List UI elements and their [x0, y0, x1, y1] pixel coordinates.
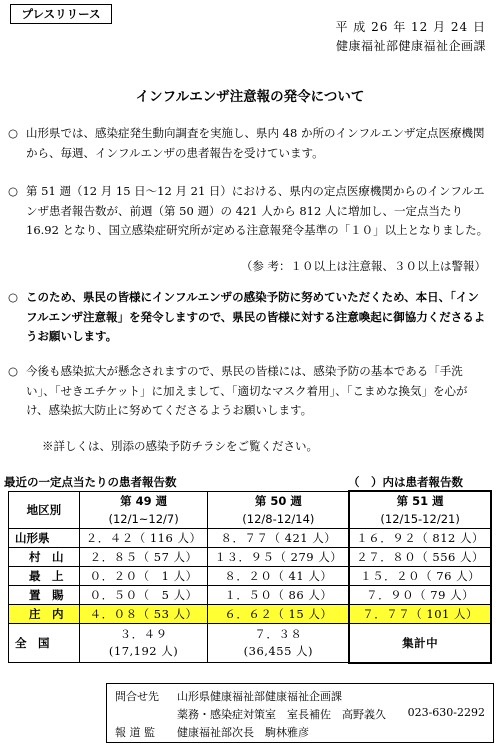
week-50-range: (12/8-12/14) [208, 510, 349, 529]
national-w49-value: ３．４９ [119, 627, 168, 641]
table-row-national [9, 624, 492, 663]
week-49-header: 第 49 週 [79, 491, 208, 510]
inquiry-person: 薬務・感染症対策室 室長補佐 高野義久 [177, 708, 386, 721]
supervisor-label: 報 道 監 [115, 726, 155, 739]
row-label: 最 上 [9, 567, 80, 586]
cell-w50: １．５０（ 86 人） [208, 586, 349, 605]
paragraph-3-text: このため、県民の皆様にインフルエンザの感染予防に努めていただくため、本日、「インフルエンザ注意報」を発令しますので、県民の皆様に対する注意喚起に御協力くださるようお願いします。 [26, 290, 486, 343]
table-row [9, 567, 492, 586]
paragraph-5: ※詳しくは、別添の感染予防チラシをご覧ください。 [42, 439, 318, 453]
report-table [8, 490, 492, 664]
national-w50-value: ７．３８ [254, 627, 303, 641]
cell-w49: ２．８５（ 57 人） [79, 548, 208, 567]
row-label: 村 山 [9, 548, 80, 567]
cell-w49: ２．４２（ 116 人） [79, 529, 208, 548]
cell-w50: ８．２０（ 41 人） [208, 567, 349, 586]
bullet-mark: ○ [8, 290, 19, 304]
cell-w51: ７．９０（ 79 人） [349, 586, 491, 605]
cell-w51: １６．９２（ 812 人） [349, 529, 491, 548]
paragraph-3 [8, 288, 490, 347]
supervisor-name: 健康福祉部次長 駒林雅彦 [177, 726, 309, 739]
paragraph-1-text: 山形県では、感染症発生動向調査を実施し、県内 48 か所のインフルエンザ定点医療機関から、毎週、インフルエンザの患者報告を受けています。 [26, 126, 485, 160]
paragraph-2-text: 第 51 週（12 月 15 日～12 月 21 日）における、県内の定点医療機関からのインフルエンザ患者報告数が、前週（第 50 週）の 421 人から 812 人に増加し、一定点当たり 16.92 となり、国立感染症研究所が定める注意報発令基準の「１０」以上となりました。 [26, 184, 489, 237]
week-50-header: 第 50 週 [208, 491, 349, 510]
press-release-label: プレスリリース [10, 4, 112, 24]
row-label: 全 国 [9, 624, 80, 663]
week-49-range: (12/1~12/7) [79, 510, 208, 529]
week-51-header: 第 51 週 [349, 491, 491, 510]
release-date: 平 成 26 年 12 月 24 日 [335, 20, 486, 34]
department-name: 健康福祉部健康福祉企画課 [335, 39, 486, 53]
table-row [9, 548, 492, 567]
table-row [9, 586, 492, 605]
cell-w50 [208, 624, 349, 663]
inquiry-org: 山形県健康福祉部健康福祉企画課 [177, 690, 342, 703]
cell-w51: ２７．８０（ 556 人） [349, 548, 491, 567]
table-row [9, 529, 492, 548]
cell-w49: ０．５０（ 5 人） [79, 586, 208, 605]
paragraph-4 [8, 362, 490, 421]
cell-w49: ４．０８（ 53 人） [79, 605, 208, 624]
cell-w49: ０．２０（ 1 人） [79, 567, 208, 586]
region-header: 地区別 [9, 491, 80, 529]
bullet-mark: ○ [8, 126, 19, 140]
table-note: （ ）内は患者報告数 [348, 475, 463, 489]
cell-w49 [79, 624, 208, 663]
cell-w50: ８．７７（ 421 人） [208, 529, 349, 548]
cell-w51: １５．２０（ 76 人） [349, 567, 491, 586]
contact-box [106, 683, 494, 743]
row-label: 山形県 [9, 529, 80, 548]
cell-w50: １３．９５（ 279 人） [208, 548, 349, 567]
inquiry-label: 問合せ先 [115, 690, 159, 703]
cell-w50: ６．６２（ 15 人） [208, 605, 349, 624]
table-title: 最近の一定点当たりの患者報告数 [4, 475, 177, 489]
paragraph-4-text: 今後も感染拡大が懸念されますので、県民の皆様には、感染予防の基本である「手洗い」、「せきエチケット」に加えまして、「適切なマスク着用」、「こまめな換気」を心がけ、感染拡大防止に努めてくださるようお願いします。 [26, 364, 468, 417]
table-row-highlighted [9, 605, 492, 624]
bullet-mark: ○ [8, 184, 19, 198]
row-label: 庄 内 [9, 605, 80, 624]
cell-w51: ７．７７（ 101 人） [349, 605, 491, 624]
paragraph-1 [8, 124, 490, 163]
page-title: インフルエンザ注意報の発令について [135, 89, 365, 105]
paragraph-2 [8, 182, 490, 241]
week-51-range: (12/15-12/21) [349, 510, 491, 529]
row-label: 置 賜 [9, 586, 80, 605]
inquiry-phone: 023-630-2292 [407, 706, 485, 719]
national-w50-count: (36,455 人) [243, 644, 314, 658]
reference-note: （参 考：１０以上は注意報、３０以上は警報） [240, 259, 486, 273]
national-w49-count: (17,192 人) [108, 644, 179, 658]
cell-w51: 集計中 [349, 624, 491, 663]
bullet-mark: ○ [8, 364, 19, 378]
